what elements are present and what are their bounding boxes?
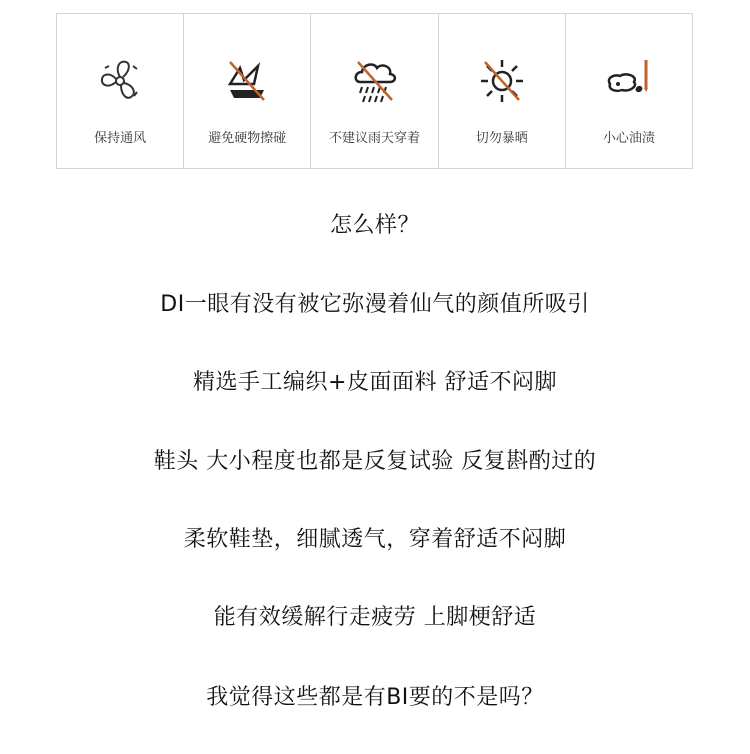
care-item-no-rain <box>311 14 438 168</box>
text-line: 鞋头 大小程度也都是反复试验 反复斟酌过的 <box>153 449 597 474</box>
care-label: 不建议雨天穿着 <box>329 131 421 146</box>
care-item-ventilate <box>57 14 184 168</box>
fan-icon <box>93 54 147 108</box>
oil-stain-icon <box>602 54 656 108</box>
no-sun-icon <box>475 54 529 108</box>
text-line: 精选手工编织+皮面面料 舒适不闷脚 <box>193 370 557 395</box>
care-item-no-sun <box>439 14 566 168</box>
text-line: 我觉得这些都是有BI要的不是吗？ <box>206 685 544 710</box>
no-sharp-objects-icon <box>220 54 274 108</box>
care-instructions-grid <box>56 13 693 169</box>
text-line: 柔软鞋垫，细腻透气，穿着舒适不闷脚 <box>183 527 567 552</box>
text-line: DI一眼有没有被它弥漫着仙气的颜值所吸引 <box>160 292 590 317</box>
care-label: 避免硬物擦碰 <box>208 131 287 146</box>
care-label: 切勿暴晒 <box>475 131 528 146</box>
care-label: 保持通风 <box>94 131 147 146</box>
care-item-oil-stain <box>566 14 692 168</box>
care-label: 小心油渍 <box>602 131 655 146</box>
no-rain-icon <box>348 54 402 108</box>
text-line-question: 怎么样？ <box>329 213 420 238</box>
care-item-avoid-scratch <box>184 14 311 168</box>
text-line: 能有效缓解行走疲劳 上脚梗舒适 <box>213 605 537 630</box>
